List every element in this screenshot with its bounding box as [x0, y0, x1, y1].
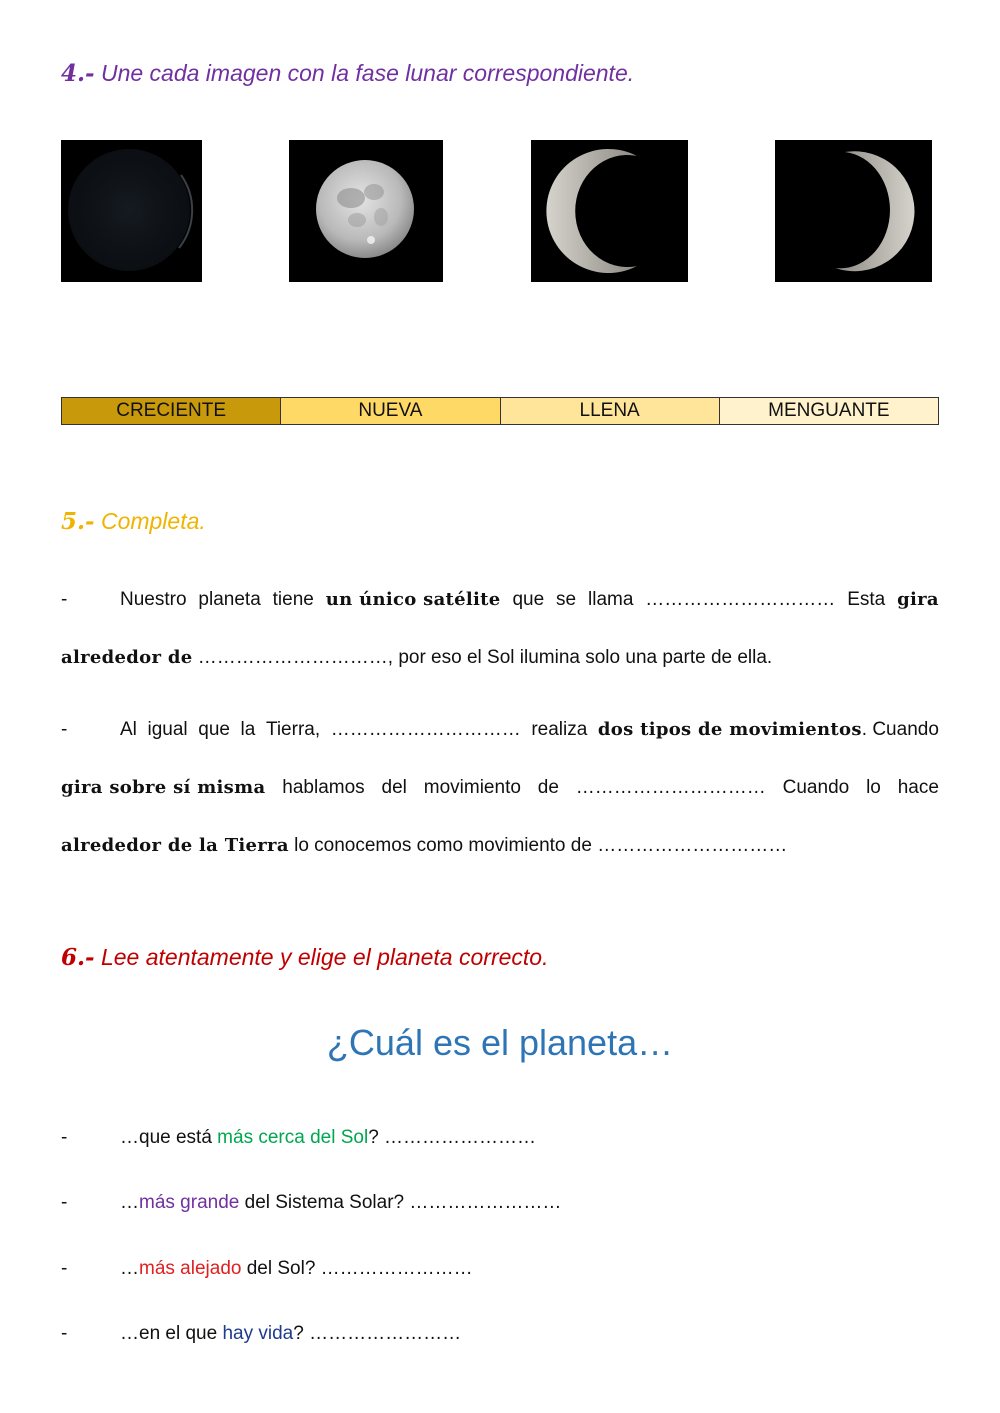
- question-highlight: más alejado: [139, 1258, 242, 1279]
- question-highlight: más cerca del Sol: [217, 1127, 369, 1148]
- section-5-heading: [61, 508, 206, 535]
- word: hace: [897, 777, 939, 798]
- blank-satellite-name[interactable]: …………………………: [645, 589, 836, 610]
- moon-image-new[interactable]: [61, 140, 202, 282]
- moon-image-full[interactable]: [289, 140, 443, 282]
- word: Nuestro: [120, 589, 187, 610]
- section-number: 4.-: [61, 60, 95, 87]
- section-6-heading: [61, 944, 548, 971]
- word: Al: [120, 719, 137, 740]
- word: Esta: [847, 589, 886, 610]
- phase-cell-llena[interactable]: LLENA: [501, 398, 720, 424]
- word: igual: [147, 719, 188, 740]
- bullet-dash: -: [61, 719, 68, 740]
- bullet-dash: -: [61, 1127, 68, 1148]
- moon-image-crescent[interactable]: [531, 140, 688, 282]
- question-blank[interactable]: del Sol? ……………………: [241, 1258, 473, 1279]
- question-largest[interactable]: [120, 1189, 561, 1217]
- section-4-heading: [61, 60, 634, 87]
- paragraph-2-line-2: [61, 774, 939, 802]
- word: Tierra,: [265, 719, 321, 740]
- text: lo conocemos como movimiento de: [294, 835, 592, 856]
- word: del: [381, 777, 407, 798]
- word: de: [537, 777, 559, 798]
- bold-term: alrededor de la Tierra: [61, 835, 289, 856]
- question-life[interactable]: [120, 1320, 461, 1348]
- question-closest-sun[interactable]: [120, 1124, 536, 1152]
- bold-term: alrededor de: [61, 647, 193, 668]
- question-text: …: [120, 1192, 139, 1213]
- word: Cuando: [782, 777, 850, 798]
- section-number: 6.-: [61, 944, 95, 971]
- blank-translation[interactable]: …………………………: [597, 835, 788, 856]
- word: que: [198, 719, 230, 740]
- blank-orbit-body[interactable]: …………………………,: [197, 647, 394, 668]
- planet-question-title: ¿Cuál es el planeta…: [326, 1022, 674, 1063]
- phase-cell-nueva[interactable]: NUEVA: [281, 398, 500, 424]
- question-text: …en el que: [120, 1323, 223, 1344]
- question-highlight: más grande: [139, 1192, 240, 1213]
- bullet-dash: -: [61, 589, 68, 610]
- section-title: Une cada imagen con la fase lunar correspondiente.: [94, 60, 635, 86]
- blank-moon-name[interactable]: …………………………: [330, 719, 521, 740]
- moon-image-waning[interactable]: [775, 140, 932, 282]
- bold-term: dos tipos de movimientos: [597, 719, 862, 740]
- blank-rotation[interactable]: …………………………: [575, 777, 766, 798]
- bold-term: un único satélite: [325, 589, 501, 610]
- paragraph-1-line-1: [120, 586, 939, 614]
- phase-table: [61, 397, 939, 425]
- word: que: [512, 589, 545, 610]
- section-number: 5.-: [61, 508, 95, 535]
- word: movimiento: [423, 777, 521, 798]
- word: tiene: [272, 589, 314, 610]
- bullet-dash: -: [61, 1323, 68, 1344]
- question-farthest[interactable]: [120, 1255, 473, 1283]
- word: se: [556, 589, 577, 610]
- phase-cell-menguante[interactable]: MENGUANTE: [720, 398, 938, 424]
- question-blank[interactable]: ? ……………………: [293, 1323, 462, 1344]
- bullet-dash: -: [61, 1192, 68, 1213]
- word: realiza: [531, 719, 588, 740]
- bullet-dash: -: [61, 1258, 68, 1279]
- question-text: …: [120, 1258, 139, 1279]
- text: por eso el Sol ilumina solo una parte de ella.: [398, 647, 773, 668]
- word: hablamos: [282, 777, 365, 798]
- word: la: [240, 719, 256, 740]
- bold-term: gira: [897, 589, 939, 610]
- section-title: Lee atentamente y elige el planeta correcto.: [94, 944, 549, 970]
- paragraph-2-line-1: [120, 716, 939, 744]
- phase-cell-creciente[interactable]: CRECIENTE: [62, 398, 281, 424]
- question-highlight: hay vida: [222, 1323, 294, 1344]
- word: . Cuando: [861, 719, 939, 740]
- question-text: …que está: [120, 1127, 218, 1148]
- question-blank[interactable]: ? ……………………: [368, 1127, 537, 1148]
- word: planeta: [198, 589, 261, 610]
- section-title: Completa.: [94, 508, 206, 534]
- question-blank[interactable]: del Sistema Solar? ……………………: [239, 1192, 562, 1213]
- paragraph-1-line-2: [61, 644, 939, 672]
- paragraph-2-line-3: [61, 832, 939, 860]
- word: llama: [588, 589, 634, 610]
- word: lo: [866, 777, 881, 798]
- bold-term: gira sobre sí misma: [61, 777, 266, 798]
